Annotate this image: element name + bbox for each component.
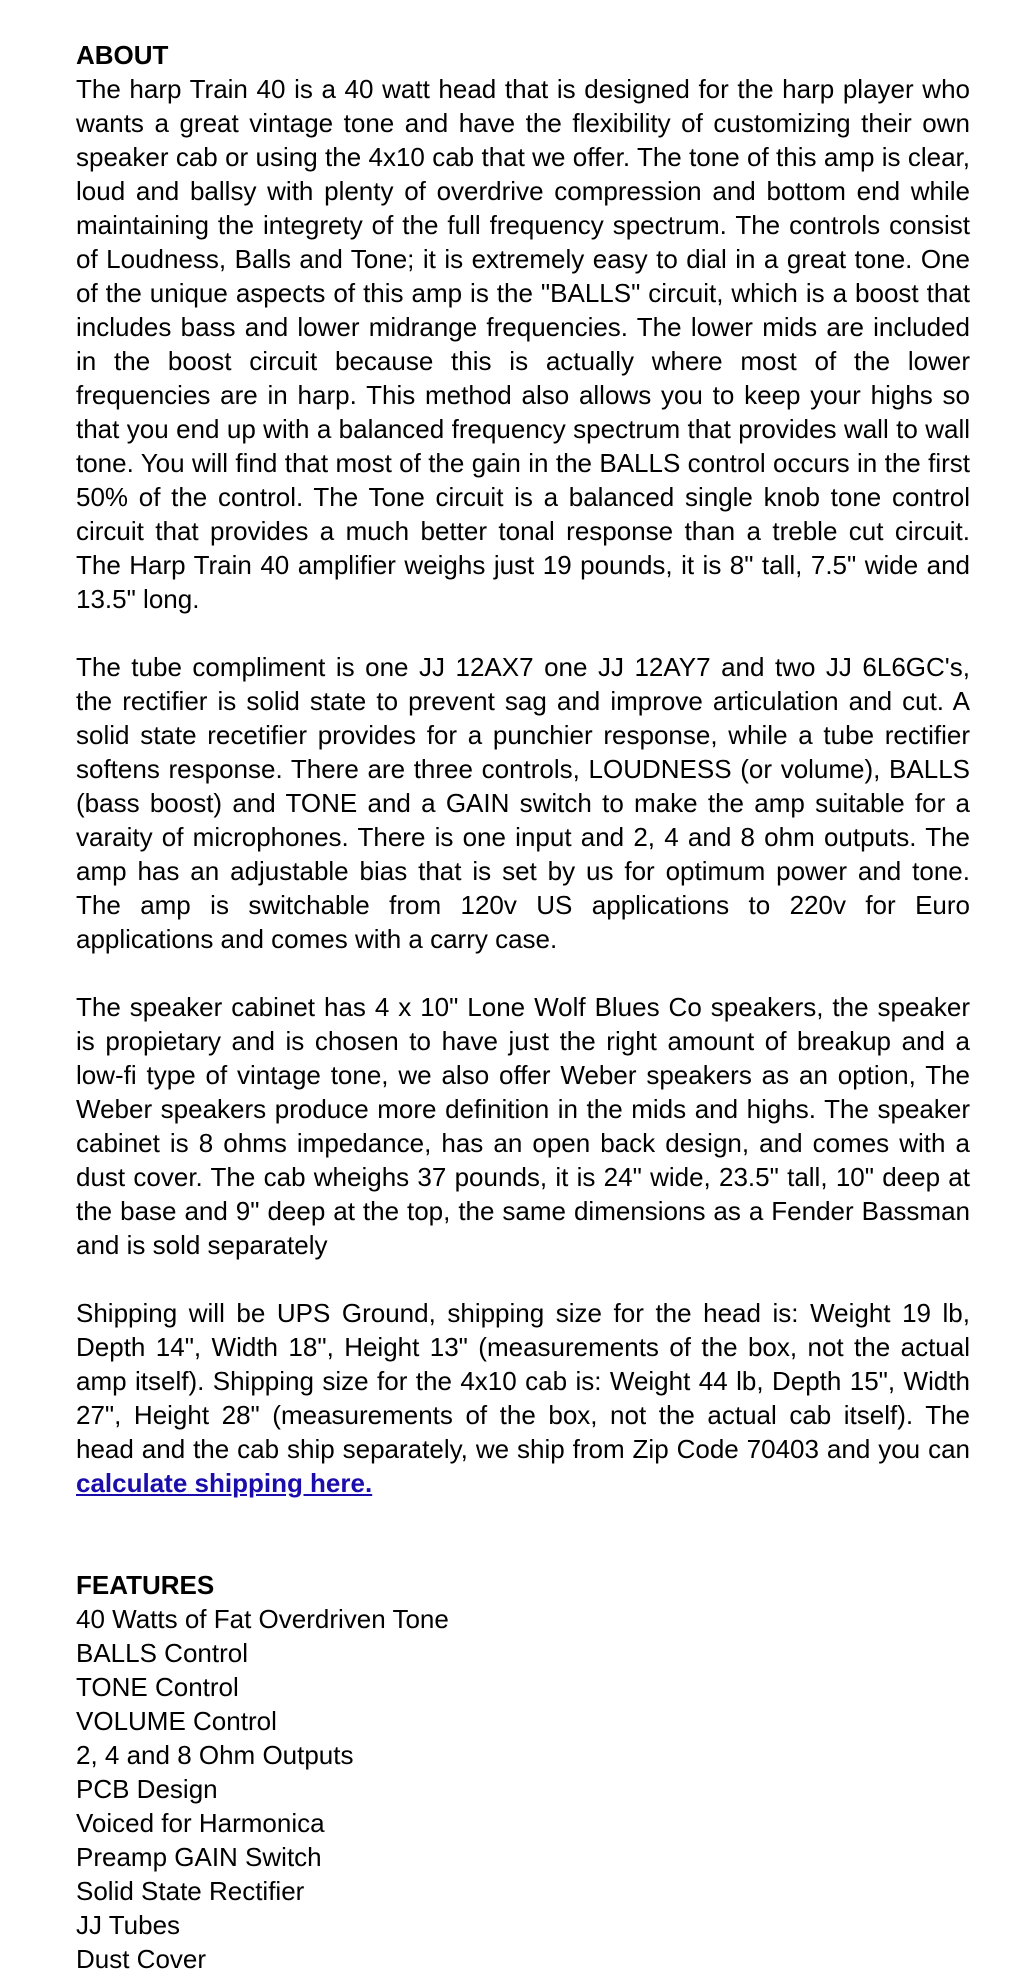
feature-item: Voiced for Harmonica [76,1808,325,1838]
calculate-shipping-link[interactable]: calculate shipping here. [76,1468,373,1498]
about-paragraph-tubes: The tube compliment is one JJ 12AX7 one JJ 12AY7 and two JJ 6L6GC's, the rectifier is solid state to prevent sag and improve articulation and cut. A solid state recetifier provides for a punchier response, while a tube rectifier softens response. There are three controls, LOUDNESS (or volume), BALLS (bass boost) and TONE and a GAIN switch to make the amp suitable for a varaity of microphones. There is one input and 2, 4 and 8 ohm outputs. The amp has an adjustable bias that is set by us for optimum power and tone. The amp is switchable from 120v US applications to 220v for Euro applications and comes with a carry case. [76,652,970,954]
shipping-text: Shipping will be UPS Ground, shipping size for the head is: Weight 19 lb, Depth 14", Width 18", Height 13" (measurements of the box, not the actual amp itself). Shipping size for the 4x10 cab is: Weight 44 lb, Depth 15", Width 27", Height 28" (measurements of the box, not the actual cab itself). The head and the cab ship separately, we ship from Zip Code 70403 and you can [76,1298,970,1464]
feature-item: BALLS Control [76,1638,248,1668]
features-heading: FEATURES [76,1570,215,1600]
features-list [76,1602,970,1976]
feature-item: Dust Cover [76,1944,207,1974]
about-paragraph-amp: The harp Train 40 is a 40 watt head that is designed for the harp player who wants a great vintage tone and have the flexibility of customizing their own speaker cab or using the 4x10 cab that we offer. The tone of this amp is clear, loud and ballsy with plenty of overdrive compression and bottom end while maintaining the integrety of the full frequency spectrum. The controls consist of Loudness, Balls and Tone; it is extremely easy to dial in a great tone. One of the unique aspects of this amp is the "BALLS" circuit, which is a boost that includes bass and lower midrange frequencies. The lower mids are included in the boost circuit because this is actually where most of the lower frequencies are in harp. This method also allows you to keep your highs so that you end up with a balanced frequency spectrum that provides wall to wall tone. You will find that most of the gain in the BALLS control occurs in the first 50% of the control. The Tone circuit is a balanced single knob tone control circuit that provides a much better tonal response than a treble cut circuit. The Harp Train 40 amplifier weighs just 19 pounds, it is 8" tall, 7.5" wide and 13.5" long. [76,74,970,614]
about-paragraph-shipping [76,1296,970,1500]
feature-item: Preamp GAIN Switch [76,1842,322,1872]
product-description [76,38,970,1976]
about-paragraph-cabinet: The speaker cabinet has 4 x 10" Lone Wolf Blues Co speakers, the speaker is propietary and is chosen to have just the right amount of breakup and a low-fi type of vintage tone, we also offer Weber speakers as an option, The Weber speakers produce more definition in the mids and highs. The speaker cabinet is 8 ohms impedance, has an open back design, and comes with a dust cover. The cab wheighs 37 pounds, it is 24" wide, 23.5" tall, 10" deep at the base and 9" deep at the top, the same dimensions as a Fender Bassman and is sold separately [76,992,970,1260]
feature-item: Solid State Rectifier [76,1876,305,1906]
feature-item: TONE Control [76,1672,239,1702]
feature-item: 40 Watts of Fat Overdriven Tone [76,1604,449,1634]
feature-item: PCB Design [76,1774,218,1804]
feature-item: 2, 4 and 8 Ohm Outputs [76,1740,354,1770]
about-heading: ABOUT [76,40,169,70]
feature-item: JJ Tubes [76,1910,181,1940]
feature-item: VOLUME Control [76,1706,277,1736]
